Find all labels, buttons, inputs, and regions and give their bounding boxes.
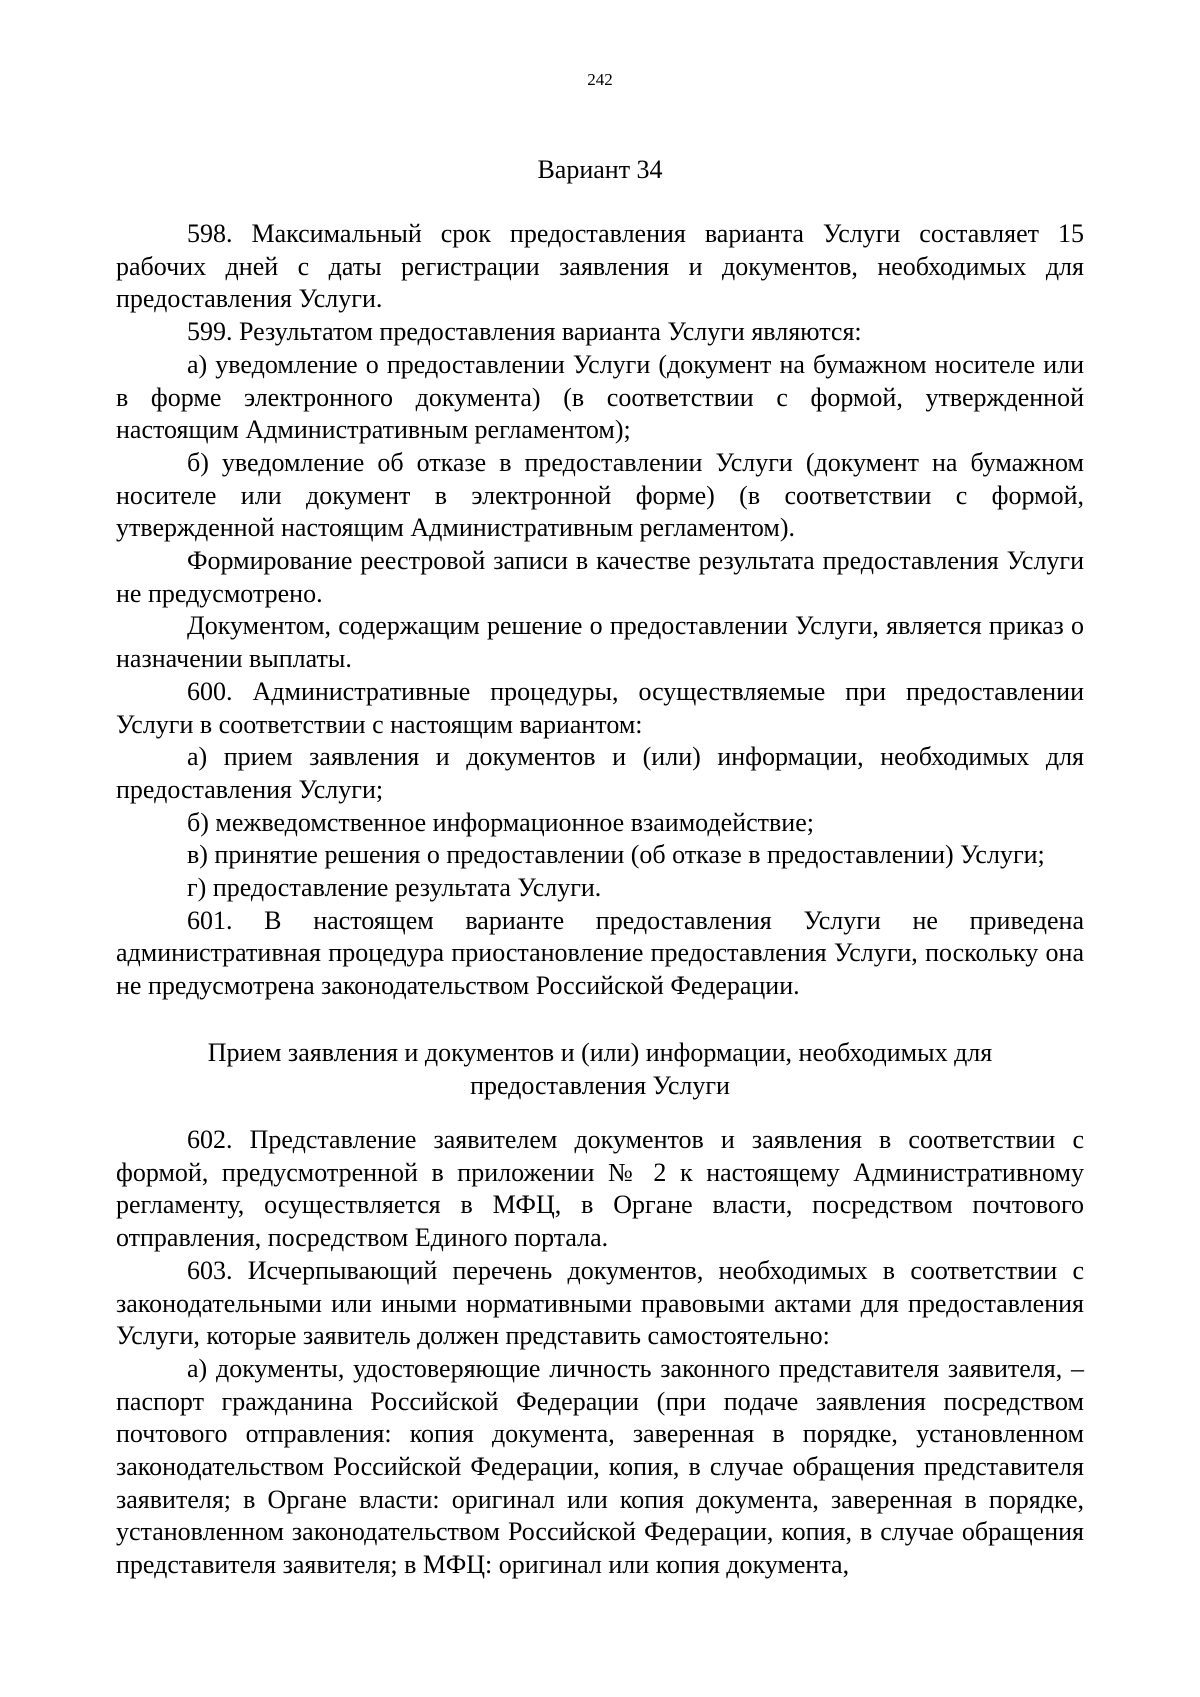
paragraph-600-g: г) предоставление результата Услуги. (187, 873, 602, 903)
paragraph-598: 598. Максимальный срок предоставления варианта Услуги составляет 15 рабочих дней с даты регистрации заявления и документов, необходимых для предоставления Услуги. (116, 219, 1084, 314)
paragraph-600-v: в) принятие решения о предоставлении (об отказе в предоставлении) Услуги; (187, 840, 1045, 870)
variant-title: Вариант 34 (537, 155, 663, 184)
paragraph-603: 603. Исчерпывающий перечень документов, необходимых в соответствии с законодательными или иными нормативными правовыми актами для предоставления Услуги, которые заявитель должен представить самостоятельно: (116, 1255, 1084, 1351)
paragraph-599-a: а) уведомление о предоставлении Услуги (документ на бумажном носителе или в форме электронного документа) (в соответствии с формой, утвержденной настоящим Административным регламентом); (116, 349, 1084, 445)
paragraph-600: 600. Административные процедуры, осуществляемые при предоставлении Услуги в соответствии с настоящим вариантом: (116, 676, 1084, 739)
paragraph-602: 602. Представление заявителем документов и заявления в соответствии с формой, предусмотренной в приложении № 2 к настоящему Административному регламенту, осуществляется в МФЦ, в Органе власти, посредством почтового отправления, посредством Единого портала. (116, 1125, 1084, 1253)
paragraph-599-b: б) уведомление об отказе в предоставлении Услуги (документ на бумажном носителе или документ в электронной форме) (в соответствии с формой, утвержденной настоящим Административным регламентом). (116, 447, 1084, 543)
paragraph-600-a: а) прием заявления и документов и (или) информации, необходимых для предоставления Услуги; (116, 742, 1084, 804)
page-number: 242 (587, 70, 613, 89)
section-heading-line-2: предоставления Услуги (470, 1070, 730, 1100)
body-text-block-1 (116, 218, 1084, 1003)
section-heading-line-1: Прием заявления и документов и (или) информации, необходимых для (207, 1038, 993, 1067)
paragraph-decision-document: Документом, содержащим решение о предоставлении Услуги, является приказ о назначении выплаты. (116, 611, 1084, 674)
paragraph-599: 599. Результатом предоставления варианта Услуги являются: (187, 317, 862, 347)
paragraph-600-b: б) межведомственное информационное взаимодействие; (187, 807, 814, 837)
section-heading (116, 1037, 1084, 1102)
paragraph-603-a: а) документы, удостоверяющие личность законного представителя заявителя, – паспорт гражданина Российской Федерации (при подаче заявления посредством почтового отправления: копия документа, заверенная в порядке, установленном законодательством Российской Федерации, копия, в случае обращения представителя заявителя; в Органе власти: оригинал или копия документа, заверенная в порядке, установленном законодательством Российской Федерации, копия, в случае обращения представителя заявителя; в МФЦ: оригинал или копия документа, (116, 1353, 1084, 1580)
paragraph-601: 601. В настоящем варианте предоставления Услуги не приведена административная процедура приостановление предоставления Услуги, поскольку она не предусмотрена законодательством Российской Федерации. (116, 905, 1084, 1001)
body-text-block-2 (116, 1124, 1084, 1582)
paragraph-registry-record: Формирование реестровой записи в качестве результата предоставления Услуги не предусмотрено. (116, 546, 1084, 608)
